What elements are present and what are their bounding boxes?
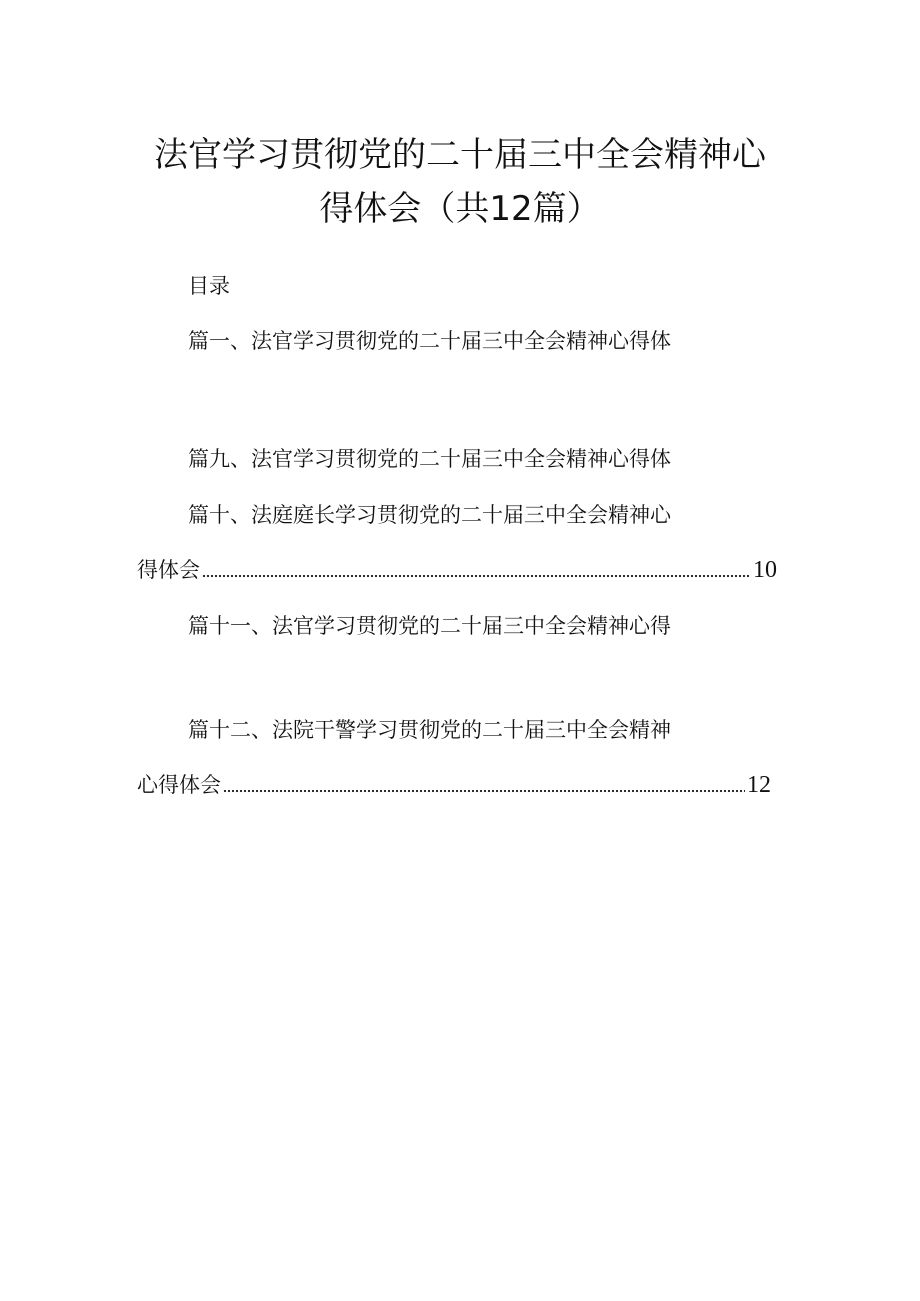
document-title-line-1: 法官学习贯彻党的二十届三中全会精神心: [154, 135, 766, 175]
dot-leader: [223, 787, 745, 793]
toc-entry-12-page-number: 12: [747, 772, 771, 798]
toc-entry-12-line-2[interactable]: [137, 771, 771, 799]
toc-heading: 目录: [188, 274, 230, 298]
toc-entry-12-line-1[interactable]: 篇十二、法院干警学习贯彻党的二十届三中全会精神: [188, 718, 671, 742]
toc-entry-11[interactable]: 篇十一、法官学习贯彻党的二十届三中全会精神心得: [188, 614, 671, 638]
dot-leader: [202, 572, 751, 578]
toc-entry-10-continuation: 得体会: [137, 558, 200, 582]
toc-entry-12-continuation: 心得体会: [137, 773, 221, 797]
toc-entry-9[interactable]: 篇九、法官学习贯彻党的二十届三中全会精神心得体: [188, 447, 671, 471]
toc-entry-10-page-number: 10: [753, 557, 777, 583]
toc-entry-10-line-2[interactable]: [137, 556, 777, 584]
toc-entry-1[interactable]: 篇一、法官学习贯彻党的二十届三中全会精神心得体: [188, 329, 671, 353]
document-title-line-2: 得体会（共12篇）: [319, 189, 601, 229]
toc-entry-10-line-1[interactable]: 篇十、法庭庭长学习贯彻党的二十届三中全会精神心: [188, 503, 671, 527]
